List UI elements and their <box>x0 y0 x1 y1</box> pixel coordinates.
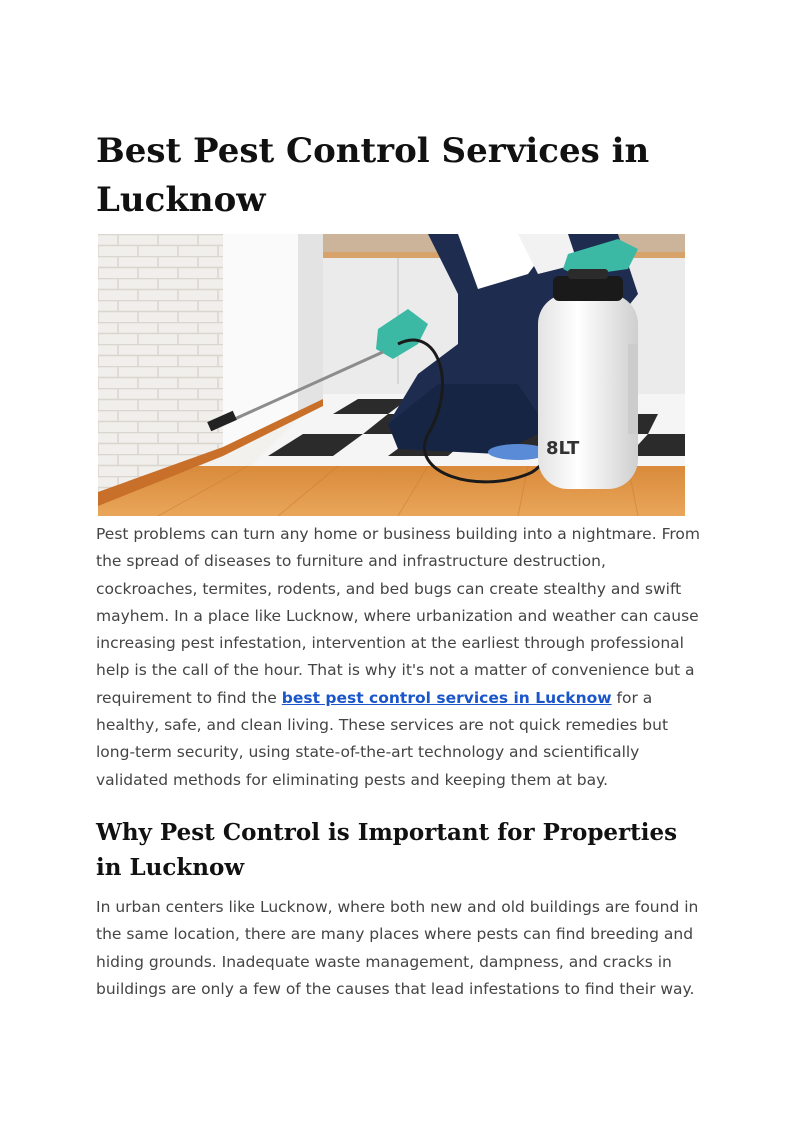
intro-paragraph <box>96 521 701 794</box>
section-paragraph: In urban centers like Lucknow, where both new and old buildings are found in the same location, there are many places where pests can find breeding and hiding grounds. Inadequate waste management, dampness, and cracks in buildings are only a few of the causes that lead infestations to find their way. <box>96 898 699 998</box>
page-title: Best Pest Control Services in Lucknow <box>96 131 650 220</box>
intro-text-after-link: for a healthy, safe, and clean living. These services are not quick remedies but long-term security, using state-of-the-art technology and scientifically validated methods for eliminating pests and keeping them at bay. <box>96 688 669 789</box>
best-pest-control-link[interactable]: best pest control services in Lucknow <box>281 688 612 707</box>
section-heading: Why Pest Control is Important for Properties in Lucknow <box>96 819 678 881</box>
sprayer-label: 8LT <box>546 438 580 459</box>
hero-image <box>98 234 685 516</box>
pest-control-technician-spraying-photo-icon <box>98 234 685 516</box>
intro-text-before-link: Pest problems can turn any home or business building into a nightmare. From the spread of diseases to furniture and infrastructure destruction, cockroaches, termites, rodents, and bed bugs can create stealthy and swift mayhem. In a place like Lucknow, where urbanization and weather can cause increasing pest infestation, intervention at the earliest through professional help is the call of the hour. That is why it's not a matter of convenience but a requirement to find the <box>96 525 700 707</box>
